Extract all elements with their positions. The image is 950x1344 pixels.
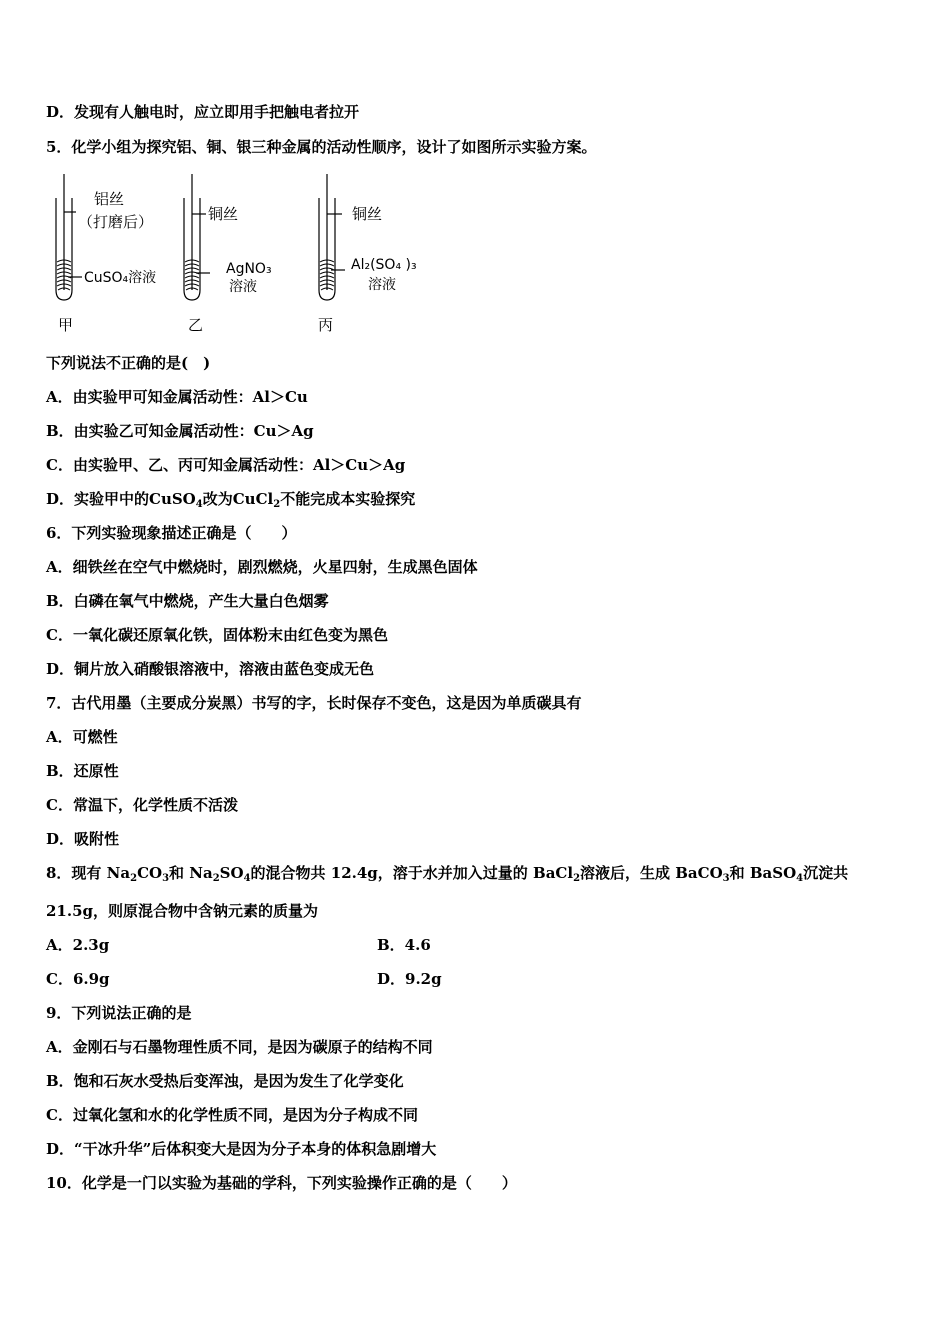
q8-sub-6: 3: [722, 873, 730, 884]
q7-option-d: D．吸附性: [46, 830, 120, 848]
q5d-text-3: 不能完成本实验探究: [280, 490, 416, 508]
q5d-sub-2: 2: [273, 499, 281, 510]
q6-option-c: C．一氧化碳还原氧化铁，固体粉末由红色变为黑色: [46, 626, 388, 644]
q9-option-c: C．过氧化氢和水的化学性质不同，是因为分子构成不同: [46, 1106, 418, 1124]
q6-option-b: B．白磷在氧气中燃烧，产生大量白色烟雾: [46, 592, 329, 610]
q9-option-b: B．饱和石灰水受热后变浑浊，是因为发生了化学变化: [46, 1072, 404, 1090]
q5d-sub-1: 4: [195, 499, 203, 510]
tube2-solution-label-1: AgNO₃: [226, 261, 272, 277]
q5d-text-1: D．实验甲中的CuSO: [46, 490, 196, 508]
q7-option-b: B．还原性: [46, 762, 119, 780]
q5-option-b: B．由实验乙可知金属活动性：Cu＞Ag: [46, 422, 314, 440]
q8-text-4: SO: [219, 864, 244, 882]
q9-option-d: D．“干冰升华”后体积变大是因为分子本身的体积急剧增大: [46, 1140, 437, 1158]
q7-question: 7．古代用墨（主要成分炭黑）书写的字，长时保存不变色，这是因为单质碳具有: [46, 694, 582, 712]
q8-sub-1: 2: [130, 873, 138, 884]
q8-text-5: 的混合物共 12.4g，溶于水并加入过量的 BaCl: [250, 864, 574, 882]
q8-text-3: 和 Na: [169, 864, 213, 882]
q5-question: 5．化学小组为探究铝、铜、银三种金属的活动性顺序，设计了如图所示实验方案。: [46, 138, 597, 156]
q7-option-a: A．可燃性: [46, 728, 118, 746]
q5-option-a: A．由实验甲可知金属活动性：Al＞Cu: [46, 388, 308, 406]
tube3-caption: 丙: [318, 316, 334, 334]
q8-sub-3: 2: [212, 873, 220, 884]
q5-option-c: C．由实验甲、乙、丙可知金属活动性：Al＞Cu＞Ag: [46, 456, 406, 474]
q5-stem: 下列说法不正确的是( ): [46, 354, 211, 372]
tube2-caption: 乙: [188, 316, 204, 334]
q8-text-8: 沉淀共: [803, 864, 849, 882]
q7-option-c: C．常温下，化学性质不活泼: [46, 796, 238, 814]
tube-jia: [56, 174, 82, 300]
q5-option-d: [46, 489, 415, 509]
q8-sub-2: 3: [162, 873, 170, 884]
q8-text-6: 溶液后，生成 BaCO: [580, 864, 723, 882]
tube-bing: [319, 174, 345, 300]
q8-option-c: C．6.9g: [46, 970, 110, 988]
tube1-wire-label: 铝丝: [94, 190, 125, 208]
q10-question: 10．化学是一门以实验为基础的学科，下列实验操作正确的是（ ）: [46, 1174, 517, 1192]
tube3-solution-label-1: Al₂(SO₄ )₃: [351, 257, 417, 273]
tube1-caption: 甲: [58, 316, 74, 334]
tube3-wire-label: 铜丝: [352, 205, 383, 223]
tube2-solution-label-2: 溶液: [229, 279, 257, 295]
q9-question: 9．下列说法正确的是: [46, 1004, 192, 1022]
q8-text-1: 8．现有 Na: [46, 864, 131, 882]
q6-option-a: A．细铁丝在空气中燃烧时，剧烈燃烧，火星四射，生成黑色固体: [46, 558, 478, 576]
q8-text-7: 和 BaSO: [729, 864, 797, 882]
q8-sub-4: 4: [243, 873, 251, 884]
q8-question-line2: 21.5g，则原混合物中含钠元素的质量为: [46, 902, 319, 920]
tube2-wire-label: 铜丝: [208, 205, 239, 223]
q8-question-line1: [46, 863, 848, 883]
tube-yi: [184, 174, 210, 300]
q5d-text-2: 改为CuCl: [202, 490, 274, 508]
q6-option-d: D．铜片放入硝酸银溶液中，溶液由蓝色变成无色: [46, 660, 375, 678]
q8-sub-5: 2: [573, 873, 581, 884]
experiment-figure: [46, 170, 446, 340]
q9-option-a: A．金刚石与石墨物理性质不同，是因为碳原子的结构不同: [46, 1038, 433, 1056]
q8-option-b: B．4.6: [377, 936, 431, 954]
tube1-note-label: （打磨后）: [78, 213, 154, 231]
q8-text-2: CO: [137, 864, 163, 882]
q8-option-d: D．9.2g: [377, 970, 442, 988]
q6-question: 6．下列实验现象描述正确是（ ）: [46, 524, 297, 542]
tube3-solution-label-2: 溶液: [368, 277, 396, 293]
q8-option-a: A．2.3g: [46, 936, 110, 954]
q8-sub-7: 4: [796, 873, 804, 884]
tube1-solution-label: CuSO₄溶液: [84, 270, 157, 286]
q4-option-d: D．发现有人触电时，应立即用手把触电者拉开: [46, 103, 360, 121]
